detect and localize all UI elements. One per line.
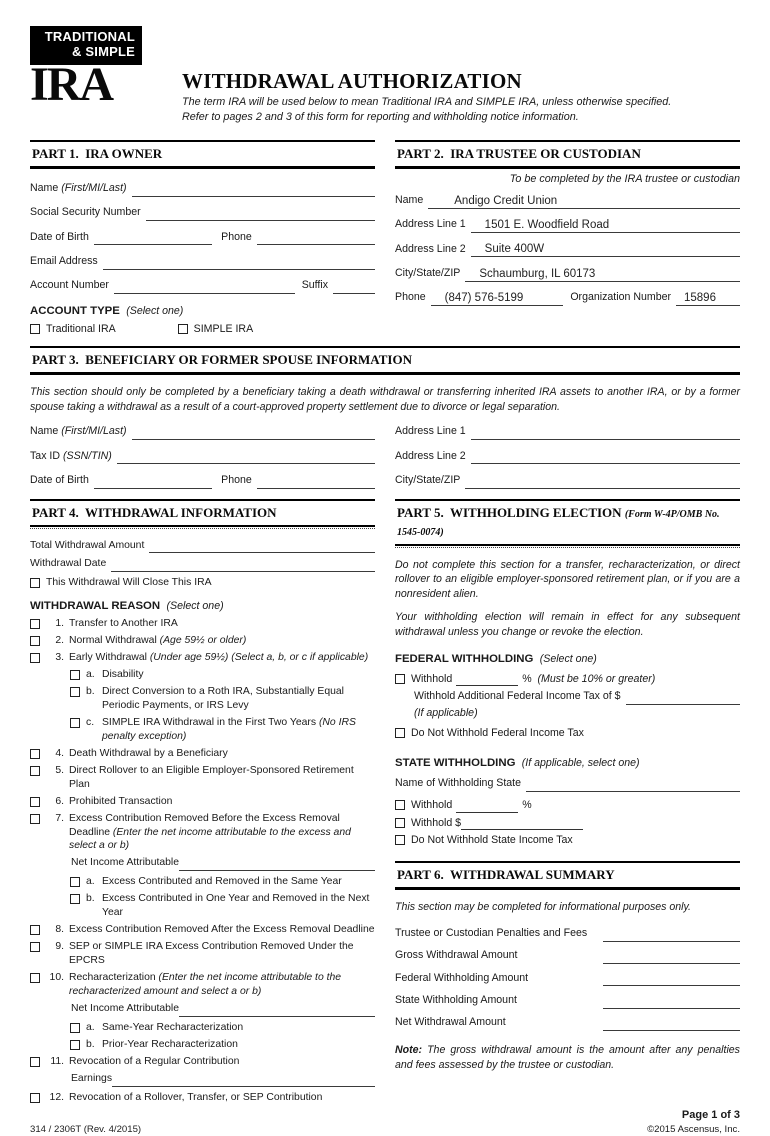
reason-2-number: 2. xyxy=(55,635,64,647)
beneficiary-dob-phone-row xyxy=(30,473,375,489)
owner-ssn-row xyxy=(30,205,375,221)
form-title: WITHDRAWAL AUTHORIZATION xyxy=(182,69,522,93)
beneficiary-dob-field[interactable] xyxy=(94,475,212,489)
state-withhold-percent-row xyxy=(395,798,740,813)
part3-section xyxy=(30,346,740,497)
reason-10a-row xyxy=(70,1021,375,1035)
logo-line-1: TRADITIONAL xyxy=(44,29,135,44)
reason-7b-checkbox[interactable] xyxy=(70,894,80,904)
reason-1-number: 1. xyxy=(55,618,64,630)
part6-intro: This section may be completed for informational purposes only. xyxy=(395,901,691,914)
simple-ira-checkbox[interactable] xyxy=(178,324,188,334)
owner-dob-label: Date of Birth xyxy=(30,230,89,243)
fees-label: Trustee or Custodian Penalties and Fees xyxy=(395,927,588,939)
reason-4-row xyxy=(30,747,375,761)
reason-11-label: Revocation of a Regular Contribution xyxy=(69,1055,240,1067)
state-withholding-note: (If applicable, select one) xyxy=(521,756,640,769)
federal-withhold-percent-row xyxy=(395,672,740,687)
reason-4-number: 4. xyxy=(55,747,64,759)
reason-3a-checkbox[interactable] xyxy=(70,670,80,680)
reason-1-row xyxy=(30,617,375,631)
reason-11-checkbox[interactable] xyxy=(30,1057,40,1067)
beneficiary-name-label: Name xyxy=(30,425,59,438)
no-federal-row xyxy=(395,726,740,741)
form-subtitle-2: Refer to pages 2 and 3 of this form for reporting and withholding notice information. xyxy=(182,111,579,124)
federal-amount-label: Federal Withholding Amount xyxy=(395,971,529,984)
withdrawal-date-field[interactable] xyxy=(111,558,375,572)
part6-section xyxy=(395,861,740,1072)
total-withdrawal-row xyxy=(30,539,375,554)
owner-name-label: Name xyxy=(30,181,59,194)
net-income-10-label: Net Income Attributable xyxy=(71,1002,180,1014)
beneficiary-addr1-row xyxy=(395,424,740,440)
custodian-name-label: Name xyxy=(395,194,424,206)
close-ira-row xyxy=(30,576,375,590)
reason-3-number: 3. xyxy=(55,652,64,664)
beneficiary-addr1-field[interactable] xyxy=(471,426,740,440)
custodian-addr2-row xyxy=(395,242,740,258)
reason-3c-number: c. xyxy=(86,717,95,729)
withdrawal-reason-label: WITHDRAWAL REASON xyxy=(30,599,161,612)
reason-10a-checkbox[interactable] xyxy=(70,1023,80,1033)
federal-withholding-heading xyxy=(395,652,740,668)
reason-5-number: 5. xyxy=(55,764,64,776)
net-income-7-field[interactable] xyxy=(179,857,375,871)
page-indicator: Page 1 of 3 xyxy=(681,1108,740,1121)
earnings-label: Earnings xyxy=(71,1072,113,1084)
reason-2-checkbox[interactable] xyxy=(30,636,40,646)
part6-note-text: The gross withdrawal amount is the amount after any penalties and fees assessed by the trustee or custodian. xyxy=(395,1044,740,1071)
additional-federal-row xyxy=(414,689,740,705)
part3-intro: This section should only be completed by a beneficiary taking a death withdrawal or transferring inherited IRA assets to another IRA, or by a former spouse taking a withdrawal as a result of a court-approved property settlement due to divorce or legal separation. xyxy=(30,386,740,413)
beneficiary-city-row xyxy=(395,473,740,489)
custodian-phone-value: (847) 576-5199 xyxy=(444,292,524,305)
reason-7-checkbox[interactable] xyxy=(30,814,40,824)
custodian-name-field[interactable] xyxy=(428,195,740,209)
reason-7b-number: b. xyxy=(86,893,95,905)
state-withhold-label: Withhold xyxy=(411,798,453,811)
reason-3c-label: SIMPLE IRA Withdrawal in the First Two Years xyxy=(102,717,317,729)
reason-8-number: 8. xyxy=(55,924,64,936)
reason-12-number: 12. xyxy=(49,1091,64,1103)
reason-7a-row xyxy=(70,875,375,889)
state-withhold-percent-checkbox[interactable] xyxy=(395,800,405,810)
earnings-field[interactable] xyxy=(112,1073,375,1087)
traditional-ira-checkbox[interactable] xyxy=(30,324,40,334)
federal-amount-field[interactable] xyxy=(603,973,740,986)
state-withhold-dollar-row xyxy=(395,816,740,831)
federal-withhold-label: Withhold xyxy=(411,672,453,685)
custodian-addr2-label: Address Line 2 xyxy=(395,242,466,255)
beneficiary-name-field[interactable] xyxy=(132,426,375,440)
reason-3-row xyxy=(30,651,375,665)
net-amount-row xyxy=(395,1015,740,1031)
account-type-options xyxy=(30,322,375,337)
reason-3-note: (Under age 59½) (Select a, b, or c if applicable) xyxy=(149,652,369,664)
form-number: 314 / 2306T (Rev. 4/2015) xyxy=(30,1123,142,1135)
beneficiary-name-note: (First/MI/Last) xyxy=(61,425,127,438)
withholding-state-label: Name of Withholding State xyxy=(395,776,522,789)
reason-3-label: Early Withdrawal xyxy=(69,652,147,664)
custodian-addr1-field[interactable] xyxy=(471,219,740,233)
org-number-field[interactable] xyxy=(676,292,740,306)
reason-2-row xyxy=(30,634,375,648)
custodian-addr1-row xyxy=(395,217,740,233)
reason-12-row xyxy=(30,1091,375,1105)
owner-email-field[interactable] xyxy=(103,256,375,270)
org-number-label: Organization Number xyxy=(570,291,671,304)
beneficiary-taxid-label: Tax ID xyxy=(30,449,61,462)
federal-withhold-percent-checkbox[interactable] xyxy=(395,674,405,684)
beneficiary-name-row xyxy=(30,424,375,440)
fees-field[interactable] xyxy=(603,929,740,942)
part5-header xyxy=(395,499,740,545)
account-type-note: (Select one) xyxy=(126,305,184,318)
reason-11-number: 11. xyxy=(50,1055,64,1067)
reason-8-label: Excess Contribution Removed After the Excess Removal Deadline xyxy=(69,924,375,936)
custodian-phone-row xyxy=(395,290,740,306)
reason-10a-number: a. xyxy=(86,1021,95,1033)
reason-12-checkbox[interactable] xyxy=(30,1093,40,1103)
reason-3c-checkbox[interactable] xyxy=(70,718,80,728)
custodian-addr1-label: Address Line 1 xyxy=(395,218,466,231)
reason-11-row xyxy=(30,1055,375,1069)
reason-3a-row xyxy=(70,668,375,682)
withdrawal-date-row xyxy=(30,557,375,572)
total-withdrawal-label: Total Withdrawal Amount xyxy=(30,539,145,551)
part6-note-label: Note: xyxy=(395,1044,423,1057)
net-amount-field[interactable] xyxy=(603,1018,740,1031)
part6-header: PART 6. WITHDRAWAL SUMMARY xyxy=(395,861,740,890)
beneficiary-taxid-row xyxy=(30,449,375,465)
reason-1-label: Transfer to Another IRA xyxy=(69,618,178,630)
owner-ssn-field[interactable] xyxy=(146,207,375,221)
state-withholding-label: STATE WITHHOLDING xyxy=(395,756,516,769)
federal-withhold-note: (Must be 10% or greater) xyxy=(537,672,656,685)
beneficiary-addr2-label: Address Line 2 xyxy=(395,449,466,462)
part5-section xyxy=(395,499,740,848)
no-state-row xyxy=(395,833,740,848)
custodian-name-value: Andigo Credit Union xyxy=(454,194,558,207)
gross-row xyxy=(395,948,740,964)
reason-10-number: 10. xyxy=(49,971,64,983)
no-state-checkbox[interactable] xyxy=(395,835,405,845)
custodian-phone-field[interactable] xyxy=(431,292,564,306)
part2-section xyxy=(395,140,740,340)
ira-logo xyxy=(30,26,182,126)
owner-name-note: (First/MI/Last) xyxy=(61,181,127,194)
beneficiary-phone-field[interactable] xyxy=(257,475,375,489)
owner-account-label: Account Number xyxy=(30,279,109,292)
additional-federal-note: (If applicable) xyxy=(414,707,478,720)
custodian-addr2-field[interactable] xyxy=(471,243,740,257)
reason-10b-row xyxy=(70,1038,375,1052)
reason-12-label: Revocation of a Rollover, Transfer, or SEP Contribution xyxy=(69,1091,323,1103)
custodian-name-row xyxy=(395,193,740,209)
reason-7b-label: Excess Contributed in One Year and Removed in the Next Year xyxy=(102,893,370,919)
reason-6-checkbox[interactable] xyxy=(30,797,40,807)
beneficiary-taxid-field[interactable] xyxy=(117,450,375,464)
part3-header: PART 3. BENEFICIARY OR FORMER SPOUSE INFORMATION xyxy=(30,346,740,375)
withdrawal-date-label: Withdrawal Date xyxy=(30,558,107,570)
federal-amount-row xyxy=(395,971,740,987)
part1-section xyxy=(30,140,375,340)
reason-2-label: Normal Withdrawal xyxy=(69,635,157,647)
reason-1-checkbox[interactable] xyxy=(30,619,40,629)
state-percent-field[interactable] xyxy=(456,801,518,813)
org-number-value: 15896 xyxy=(684,292,716,305)
withholding-state-field[interactable] xyxy=(526,778,740,792)
owner-suffix-field[interactable] xyxy=(333,280,375,294)
no-federal-label: Do Not Withhold Federal Income Tax xyxy=(411,727,584,740)
reason-3b-row xyxy=(70,685,375,713)
part5-title: PART 5. WITHHOLDING ELECTION xyxy=(397,505,622,521)
reason-6-label: Prohibited Transaction xyxy=(69,795,173,807)
reason-7-label: Excess Contribution Removed Before the Excess Removal Deadline xyxy=(69,812,340,838)
withdrawal-reason-heading xyxy=(30,599,375,614)
reason-7-note: (Enter the net income attributable to the excess and select a or b) xyxy=(69,826,351,852)
beneficiary-taxid-note: (SSN/TIN) xyxy=(62,449,112,462)
form-subtitle-1: The term IRA will be used below to mean Traditional IRA and SIMPLE IRA, unless otherwise specified. xyxy=(182,96,672,109)
reason-7-row xyxy=(30,812,375,853)
owner-account-row xyxy=(30,278,375,294)
additional-federal-field[interactable] xyxy=(626,691,741,705)
beneficiary-phone-label: Phone xyxy=(221,473,252,486)
custodian-city-value: Schaumburg, IL 60173 xyxy=(479,267,596,280)
reason-4-checkbox[interactable] xyxy=(30,749,40,759)
reason-3b-label: Direct Conversion to a Roth IRA, Substantially Equal Periodic Payments, or IRS Levy xyxy=(102,686,344,712)
net-income-7-row xyxy=(71,856,375,871)
owner-name-field[interactable] xyxy=(132,183,375,197)
close-ira-label: This Withdrawal Will Close This IRA xyxy=(46,577,212,589)
reason-8-row xyxy=(30,923,375,937)
net-income-10-row xyxy=(71,1002,375,1017)
reason-3-checkbox[interactable] xyxy=(30,653,40,663)
reason-5-checkbox[interactable] xyxy=(30,766,40,776)
owner-dob-phone-row xyxy=(30,230,375,246)
part1-header: PART 1. IRA OWNER xyxy=(30,140,375,169)
withholding-state-row xyxy=(395,776,740,792)
reason-6-number: 6. xyxy=(55,795,64,807)
fees-row xyxy=(395,926,740,942)
net-income-7-label: Net Income Attributable xyxy=(71,857,180,869)
custodian-city-row xyxy=(395,266,740,282)
owner-suffix-label: Suffix xyxy=(301,279,328,292)
owner-name-row xyxy=(30,181,375,197)
form-header xyxy=(30,26,740,126)
reason-3a-number: a. xyxy=(86,669,95,681)
gross-label: Gross Withdrawal Amount xyxy=(395,949,518,962)
reason-8-checkbox[interactable] xyxy=(30,925,40,935)
part2-header: PART 2. IRA TRUSTEE OR CUSTODIAN xyxy=(395,140,740,169)
federal-withholding-label: FEDERAL WITHHOLDING xyxy=(395,652,534,665)
reason-5-row xyxy=(30,764,375,792)
beneficiary-dob-label: Date of Birth xyxy=(30,473,89,486)
account-type-label: ACCOUNT TYPE xyxy=(30,305,120,318)
reason-7a-label: Excess Contributed and Removed in the Same Year xyxy=(102,876,342,888)
reason-9-checkbox[interactable] xyxy=(30,942,40,952)
copyright-text: ©2015 Ascensus, Inc. xyxy=(647,1123,740,1135)
reason-4-label: Death Withdrawal by a Beneficiary xyxy=(69,747,228,759)
page-footer xyxy=(30,1108,740,1136)
reason-10b-number: b. xyxy=(86,1038,95,1050)
reason-9-row xyxy=(30,940,375,968)
custodian-addr2-value: Suite 400W xyxy=(484,243,545,256)
state-amount-field[interactable] xyxy=(603,996,740,1009)
reason-3a-label: Disability xyxy=(102,669,144,681)
custodian-city-field[interactable] xyxy=(465,268,740,282)
custodian-phone-label: Phone xyxy=(395,291,426,304)
reason-6-row xyxy=(30,795,375,809)
state-dollar-field[interactable] xyxy=(461,818,583,830)
reason-7a-checkbox[interactable] xyxy=(70,877,80,887)
reason-10-label: Recharacterization xyxy=(69,971,156,983)
simple-ira-label: SIMPLE IRA xyxy=(193,323,254,335)
owner-account-field[interactable] xyxy=(114,280,295,294)
reason-7b-row xyxy=(70,892,375,920)
reason-7-number: 7. xyxy=(55,812,64,824)
beneficiary-city-label: City/State/ZIP xyxy=(395,473,461,486)
reason-3c-row xyxy=(70,716,375,744)
logo-line-2: & SIMPLE xyxy=(72,43,135,59)
right-lower-column xyxy=(395,499,740,1107)
additional-federal-label: Withhold Additional Federal Income Tax of $ xyxy=(414,690,621,703)
reason-2-note: (Age 59½ or older) xyxy=(159,635,247,647)
net-income-10-field[interactable] xyxy=(179,1003,375,1017)
beneficiary-addr1-label: Address Line 1 xyxy=(395,425,466,438)
reason-10a-label: Same-Year Recharacterization xyxy=(102,1021,244,1033)
part5-title-note: (Form W-4P/OMB No. 1545-0074) xyxy=(397,509,723,539)
federal-percent-field[interactable] xyxy=(456,674,518,686)
earnings-row xyxy=(71,1072,375,1087)
part5-para1: Do not complete this section for a transfer, recharacterization, or direct rollover to an eligible employer-sponsored retirement plan, or if you are a nonresident alien. xyxy=(395,558,740,600)
reason-10-checkbox[interactable] xyxy=(30,973,40,983)
account-type-heading xyxy=(30,304,375,320)
reason-3b-checkbox[interactable] xyxy=(70,687,80,697)
custodian-addr1-value: 1501 E. Woodfield Road xyxy=(484,219,610,232)
owner-phone-field[interactable] xyxy=(257,231,375,245)
federal-percent-sign: % xyxy=(522,672,532,685)
federal-withholding-note: (Select one) xyxy=(539,652,597,665)
reason-7a-number: a. xyxy=(86,876,95,888)
state-percent-sign: % xyxy=(522,798,532,811)
part4-section xyxy=(30,499,375,1107)
reason-10-row xyxy=(30,971,375,999)
beneficiary-addr2-field[interactable] xyxy=(471,450,740,464)
logo-ira-text: IRA xyxy=(30,57,113,111)
state-dollar-label: Withhold $ xyxy=(411,816,462,829)
beneficiary-city-field[interactable] xyxy=(465,475,740,489)
no-state-label: Do Not Withhold State Income Tax xyxy=(411,834,573,847)
no-federal-checkbox[interactable] xyxy=(395,728,405,738)
custodian-city-label: City/State/ZIP xyxy=(395,266,461,279)
total-withdrawal-field[interactable] xyxy=(149,539,375,553)
state-amount-row xyxy=(395,993,740,1009)
reason-9-label: SEP or SIMPLE IRA Excess Contribution Removed Under the EPCRS xyxy=(69,941,354,966)
reason-9-number: 9. xyxy=(55,941,64,953)
reason-5-label: Direct Rollover to an Eligible Employer-Sponsored Retirement Plan xyxy=(69,764,354,790)
reason-10b-checkbox[interactable] xyxy=(70,1040,80,1050)
owner-dob-field[interactable] xyxy=(94,231,212,245)
net-amount-label: Net Withdrawal Amount xyxy=(395,1016,506,1029)
beneficiary-addr2-row xyxy=(395,449,740,465)
traditional-ira-label: Traditional IRA xyxy=(46,323,116,335)
reason-3b-number: b. xyxy=(86,686,95,698)
reason-3c-note: (No IRS penalty exception) xyxy=(102,717,356,742)
withdrawal-reason-note: (Select one) xyxy=(166,599,224,612)
reason-10b-label: Prior-Year Recharacterization xyxy=(102,1038,238,1050)
part2-subtitle: To be completed by the IRA trustee or custodian xyxy=(509,172,740,185)
part4-header: PART 4. WITHDRAWAL INFORMATION xyxy=(30,499,375,526)
state-amount-label: State Withholding Amount xyxy=(395,993,517,1006)
reason-10-note: (Enter the net income attributable to the recharacterized amount and select a or b) xyxy=(69,971,342,997)
owner-email-label: Email Address xyxy=(30,254,98,267)
state-withhold-dollar-checkbox[interactable] xyxy=(395,818,405,828)
owner-ssn-label: Social Security Number xyxy=(30,206,141,219)
owner-phone-label: Phone xyxy=(221,230,252,243)
part6-note xyxy=(395,1043,740,1072)
gross-field[interactable] xyxy=(603,951,740,964)
close-ira-checkbox[interactable] xyxy=(30,578,40,588)
state-withholding-heading xyxy=(395,756,740,772)
owner-email-row xyxy=(30,254,375,270)
part5-para2: Your withholding election will remain in effect for any subsequent withdrawal unless you change or revoke the election. xyxy=(395,611,740,639)
